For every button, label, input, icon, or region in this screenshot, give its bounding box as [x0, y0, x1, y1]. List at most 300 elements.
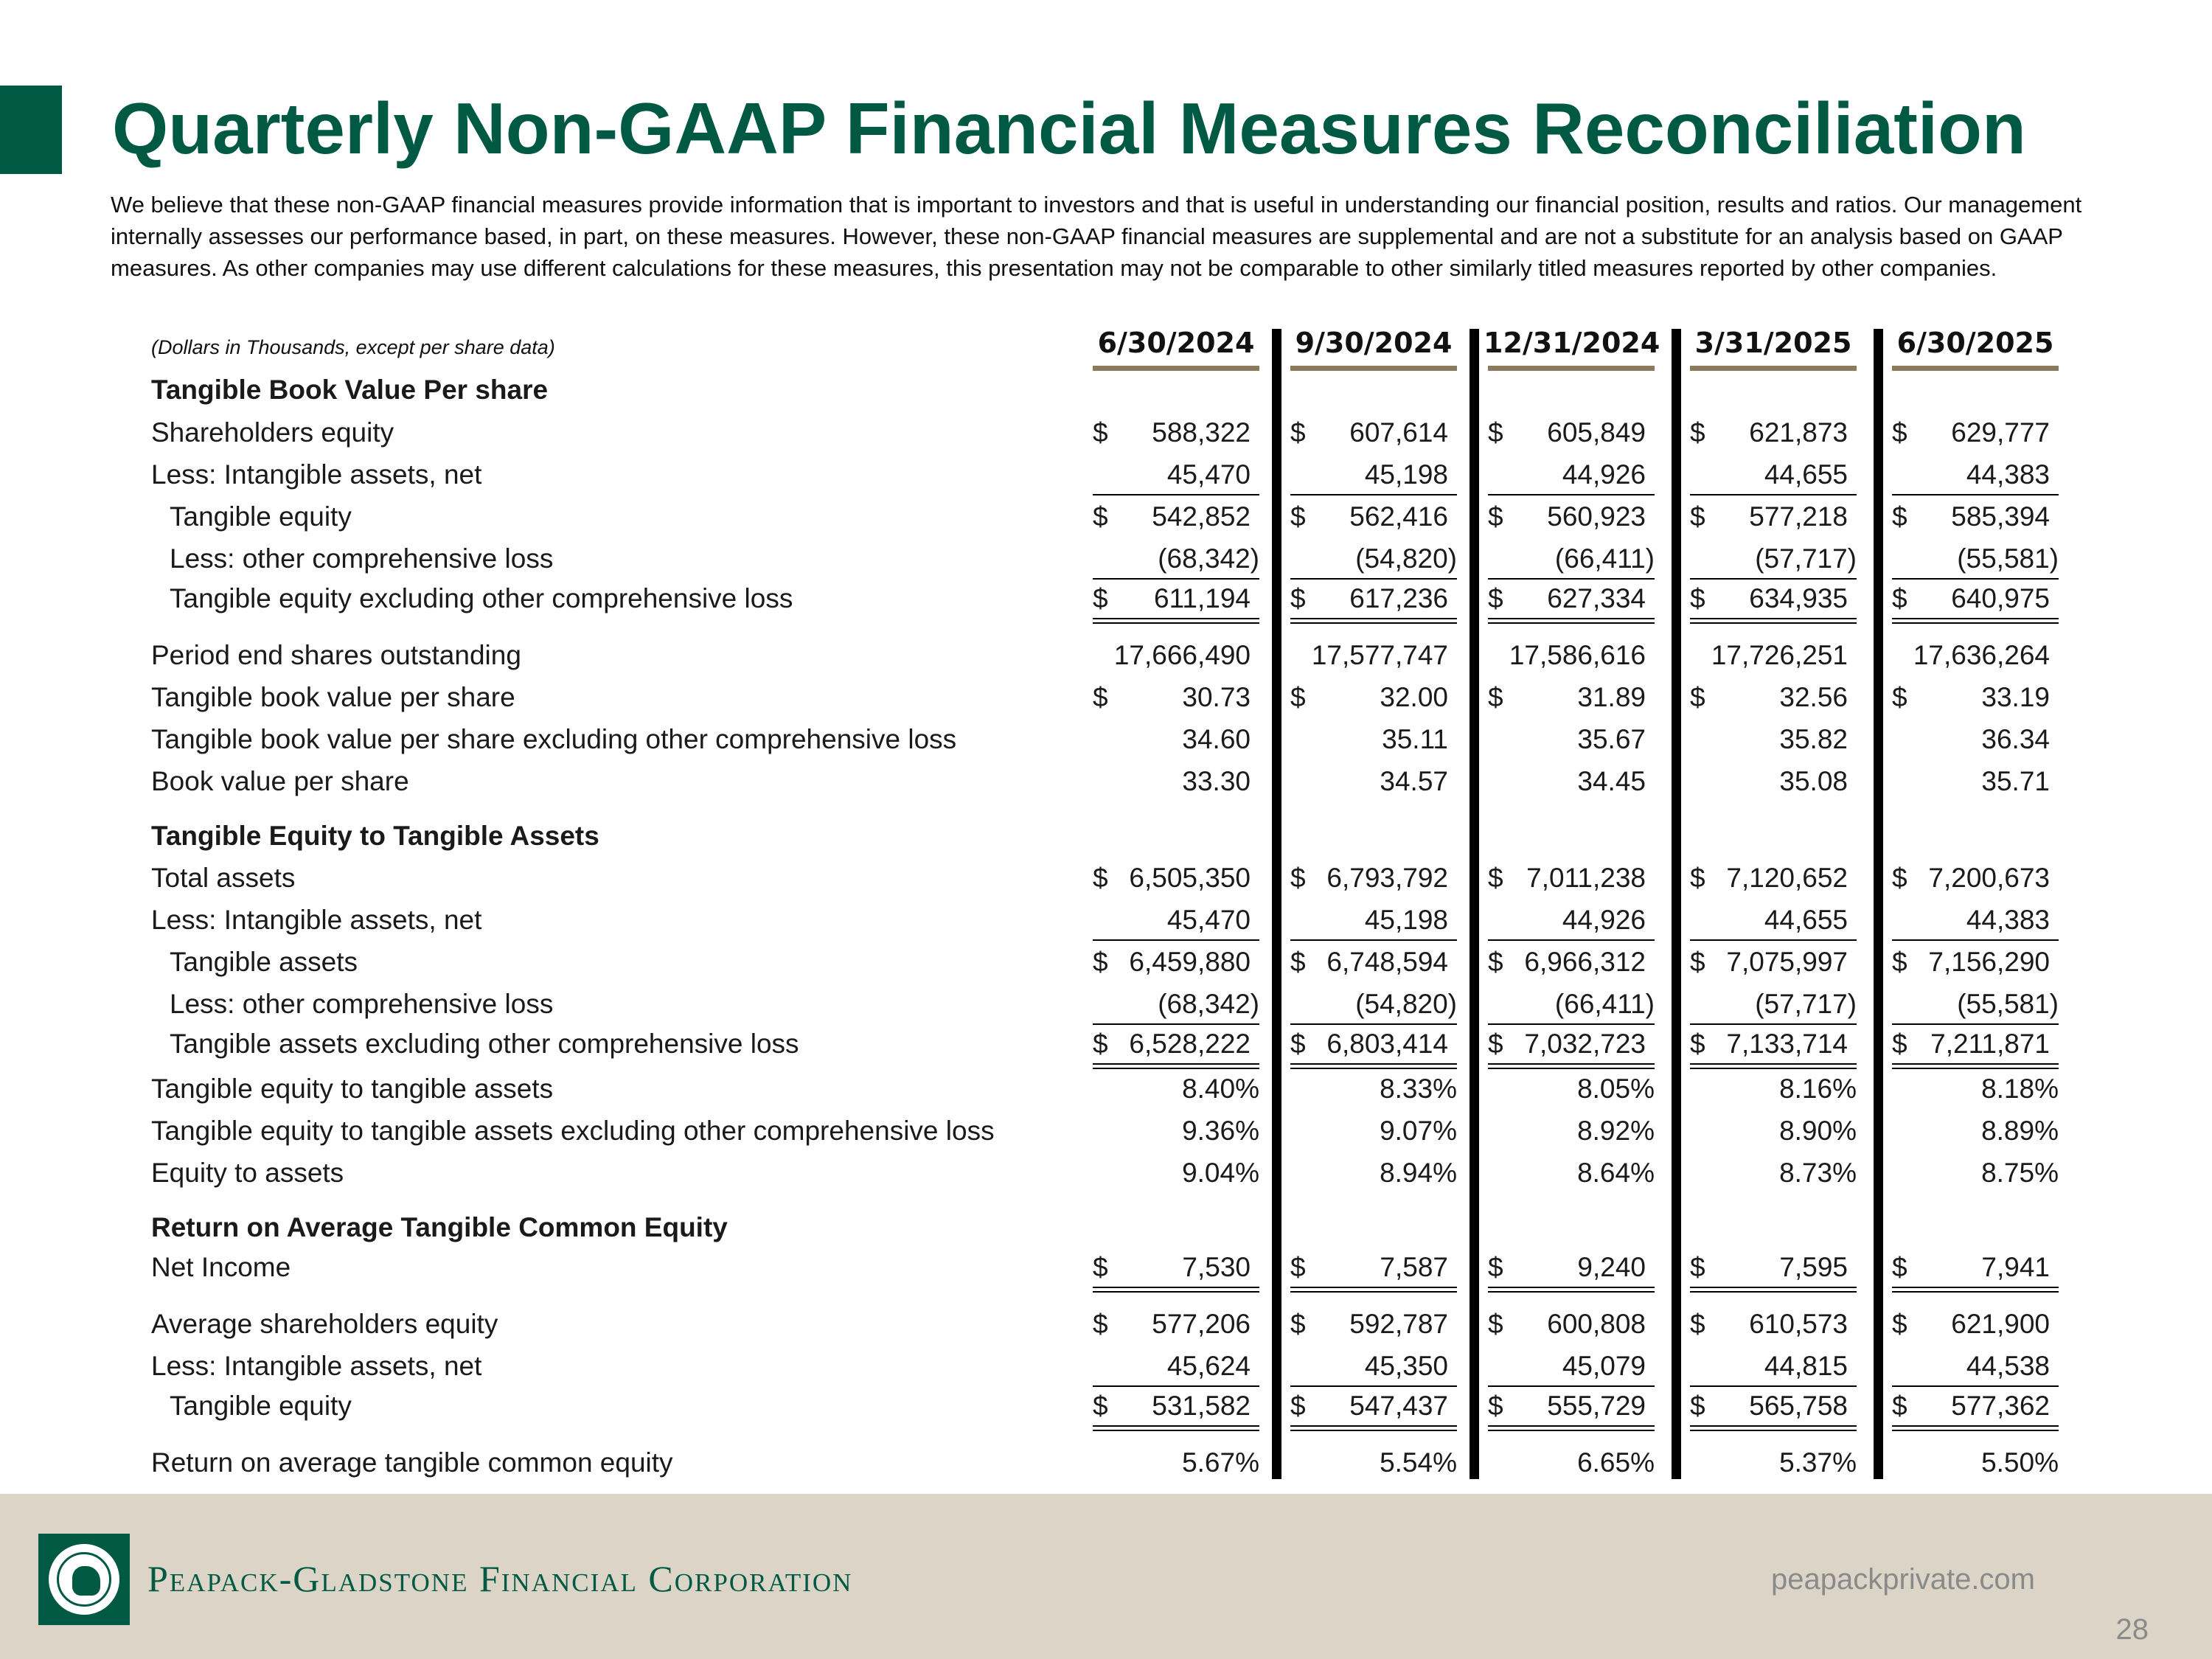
- underline-rule: [1892, 578, 2059, 580]
- underline-rule: [1690, 1023, 1857, 1025]
- cell-value: 44,655: [1764, 905, 1848, 935]
- cell-value: 45,624: [1166, 1351, 1251, 1381]
- table-cell: [1290, 989, 1457, 1021]
- underline-rule: [1690, 1068, 1857, 1069]
- table-cell: [1892, 583, 2059, 616]
- table-cell: [1488, 501, 1655, 534]
- underline-rule: [1093, 1425, 1259, 1427]
- dollar-sign: $: [1093, 1252, 1108, 1282]
- cell-value: 8.40%: [1182, 1074, 1259, 1104]
- table-cell: [1093, 1158, 1259, 1190]
- cell-value: 607,614: [1349, 417, 1448, 448]
- cell-value: 44,815: [1764, 1351, 1848, 1381]
- table-cell: [1290, 459, 1457, 492]
- cell-value: 6.65%: [1577, 1447, 1655, 1478]
- intro-paragraph: We believe that these non-GAAP financial measures provide information that is important to investors and that is useful in understanding our financial position, results and ratios. Our management internally assesses our performance based, in part, on these measures. However, these non-GAAP financial measures are supplemental and are not a substitute for an analysis based on GAAP measures. As other companies may use different calculations for these measures, this presentation may not be comparable to other similarly titled measures reported by other companies.: [111, 192, 2082, 281]
- underline-rule: [1892, 1063, 2059, 1065]
- table-cell: [1488, 1447, 1655, 1480]
- table-cell: [1093, 1116, 1259, 1148]
- table-cell: [1892, 459, 2059, 492]
- underline-rule: [1290, 494, 1457, 495]
- dollar-sign: $: [1892, 1029, 1907, 1059]
- dollar-sign: $: [1290, 863, 1306, 893]
- dollar-sign: $: [1488, 682, 1503, 712]
- column-header: 9/30/2024: [1295, 327, 1453, 359]
- table-cell: [1488, 766, 1655, 799]
- table-cell: [1892, 724, 2059, 757]
- table-cell: [1290, 1029, 1457, 1061]
- column-header-rule: [1892, 366, 2059, 371]
- cell-value: 34.57: [1380, 766, 1448, 796]
- cell-value: 44,926: [1562, 459, 1646, 490]
- cell-value: 8.64%: [1577, 1158, 1655, 1188]
- cell-value: 531,582: [1152, 1391, 1251, 1421]
- cell-value: 44,926: [1562, 905, 1646, 935]
- row-label: Less: Intangible assets, net: [151, 459, 482, 490]
- table-cell: [1290, 947, 1457, 979]
- table-cell: [1892, 682, 2059, 714]
- cell-value: (68,342): [1158, 543, 1259, 574]
- table-cell: [1488, 1158, 1655, 1190]
- table-cell: [1892, 1074, 2059, 1106]
- table-cell: [1690, 1447, 1857, 1480]
- table-cell: [1093, 1252, 1259, 1284]
- underline-rule: [1290, 1291, 1457, 1293]
- section-heading: Tangible Equity to Tangible Assets: [151, 821, 599, 851]
- dollar-sign: $: [1488, 583, 1503, 613]
- cell-value: 9,240: [1577, 1252, 1646, 1282]
- table-cell: [1690, 1029, 1857, 1061]
- cell-value: 6,966,312: [1524, 947, 1646, 977]
- underline-rule: [1892, 939, 2059, 941]
- table-cell: [1290, 1309, 1457, 1341]
- underline-rule: [1892, 1068, 2059, 1069]
- table-cell: [1690, 724, 1857, 757]
- cell-value: 44,383: [1966, 459, 2050, 490]
- cell-value: 5.67%: [1182, 1447, 1259, 1478]
- cell-value: 36.34: [1981, 724, 2050, 754]
- cell-value: 605,849: [1547, 417, 1646, 448]
- section-heading: Return on Average Tangible Common Equity: [151, 1212, 728, 1242]
- dollar-sign: $: [1488, 1029, 1503, 1059]
- cell-value: (66,411): [1554, 989, 1655, 1019]
- table-cell: [1690, 640, 1857, 672]
- cell-value: 8.33%: [1380, 1074, 1457, 1104]
- cell-value: 5.50%: [1981, 1447, 2059, 1478]
- row-label: Tangible assets excluding other comprehensive loss: [170, 1029, 799, 1059]
- cell-value: 31.89: [1577, 682, 1646, 712]
- dollar-sign: $: [1290, 947, 1306, 977]
- underline-rule: [1892, 1425, 2059, 1427]
- table-cell: [1892, 417, 2059, 450]
- table-cell: [1892, 1029, 2059, 1061]
- dollar-sign: $: [1690, 947, 1705, 977]
- table-cell: [1690, 1158, 1857, 1190]
- table-cell: [1488, 1309, 1655, 1341]
- table-cell: [1892, 1447, 2059, 1480]
- dollar-sign: $: [1290, 501, 1306, 532]
- dollar-sign: $: [1892, 583, 1907, 613]
- underline-rule: [1093, 1063, 1259, 1065]
- cell-value: 17,586,616: [1509, 640, 1646, 670]
- cell-value: 610,573: [1749, 1309, 1848, 1339]
- table-cell: [1488, 863, 1655, 895]
- table-cell: [1690, 501, 1857, 534]
- table-cell: [1093, 1447, 1259, 1480]
- cell-value: (54,820): [1355, 543, 1457, 574]
- cell-value: 9.36%: [1182, 1116, 1259, 1146]
- dollar-sign: $: [1093, 1309, 1108, 1339]
- underline-rule: [1093, 1023, 1259, 1025]
- underline-rule: [1290, 1063, 1457, 1065]
- table-cell: [1488, 459, 1655, 492]
- cell-value: 30.73: [1182, 682, 1251, 712]
- underline-rule: [1892, 1385, 2059, 1387]
- table-cell: [1093, 543, 1259, 576]
- dollar-sign: $: [1892, 863, 1907, 893]
- dollar-sign: $: [1690, 417, 1705, 448]
- row-label: Less: other comprehensive loss: [170, 543, 554, 574]
- cell-value: (57,717): [1755, 989, 1857, 1019]
- underline-rule: [1488, 1023, 1655, 1025]
- table-cell: [1488, 1391, 1655, 1423]
- cell-value: 8.05%: [1577, 1074, 1655, 1104]
- row-label: Less: Intangible assets, net: [151, 1351, 482, 1381]
- cell-value: 9.04%: [1182, 1158, 1259, 1188]
- underline-rule: [1690, 1385, 1857, 1387]
- table-cell: [1690, 682, 1857, 714]
- table-cell: [1093, 1309, 1259, 1341]
- table-cell: [1892, 905, 2059, 937]
- cell-value: 6,748,594: [1326, 947, 1448, 977]
- cell-value: 45,079: [1562, 1351, 1646, 1381]
- cell-value: (54,820): [1355, 989, 1457, 1019]
- column-header: 3/31/2025: [1694, 327, 1852, 359]
- table-cell: [1093, 724, 1259, 757]
- cell-value: 600,808: [1547, 1309, 1646, 1339]
- table-cell: [1892, 640, 2059, 672]
- table-cell: [1290, 905, 1457, 937]
- dollar-sign: $: [1690, 1029, 1705, 1059]
- table-cell: [1093, 1391, 1259, 1423]
- cell-value: 611,194: [1154, 583, 1251, 613]
- row-label: Less: other comprehensive loss: [170, 989, 554, 1019]
- cell-value: 9.07%: [1380, 1116, 1457, 1146]
- table-cell: [1690, 543, 1857, 576]
- underline-rule: [1488, 1287, 1655, 1288]
- underline-rule: [1892, 622, 2059, 624]
- cell-value: 585,394: [1951, 501, 2050, 532]
- row-label: Total assets: [151, 863, 296, 893]
- table-cell: [1892, 1391, 2059, 1423]
- table-cell: [1093, 501, 1259, 534]
- table-cell: [1690, 1116, 1857, 1148]
- row-label: Average shareholders equity: [151, 1309, 498, 1339]
- table-cell: [1892, 947, 2059, 979]
- cell-value: 562,416: [1349, 501, 1448, 532]
- table-cell: [1290, 1158, 1457, 1190]
- website-link[interactable]: peapackprivate.com: [1771, 1563, 2035, 1596]
- dollar-sign: $: [1488, 947, 1503, 977]
- cell-value: 7,200,673: [1928, 863, 2050, 893]
- section-heading: Tangible Book Value Per share: [151, 375, 549, 405]
- cell-value: 8.75%: [1981, 1158, 2059, 1188]
- underline-rule: [1892, 494, 2059, 495]
- page-number: 28: [2115, 1613, 2149, 1646]
- row-label: Tangible assets: [170, 947, 358, 977]
- underline-rule: [1290, 1385, 1457, 1387]
- table-cell: [1488, 905, 1655, 937]
- cell-value: 34.60: [1182, 724, 1251, 754]
- underline-rule: [1093, 578, 1259, 580]
- underline-rule: [1488, 1291, 1655, 1293]
- cell-value: 6,528,222: [1129, 1029, 1251, 1059]
- underline-rule: [1290, 939, 1457, 941]
- column-divider: [1470, 329, 1479, 1479]
- table-cell: [1690, 766, 1857, 799]
- cell-value: 7,156,290: [1928, 947, 2050, 977]
- dollar-sign: $: [1290, 1252, 1306, 1282]
- row-label: Tangible book value per share: [151, 682, 515, 712]
- dollar-sign: $: [1488, 501, 1503, 532]
- row-label: Tangible equity: [170, 501, 352, 532]
- dollar-sign: $: [1690, 682, 1705, 712]
- table-cell: [1690, 583, 1857, 616]
- cell-value: 33.30: [1182, 766, 1251, 796]
- table-cell: [1488, 417, 1655, 450]
- cell-value: 621,873: [1749, 417, 1848, 448]
- table-cell: [1290, 682, 1457, 714]
- company-name: Peapack-Gladstone Financial Corporation: [147, 1558, 853, 1599]
- underline-rule: [1290, 1068, 1457, 1069]
- table-cell: [1488, 947, 1655, 979]
- underline-rule: [1690, 1291, 1857, 1293]
- dollar-sign: $: [1093, 947, 1108, 977]
- cell-value: 45,350: [1364, 1351, 1448, 1381]
- cell-value: 629,777: [1951, 417, 2050, 448]
- underline-rule: [1093, 494, 1259, 495]
- cell-value: 592,787: [1349, 1309, 1448, 1339]
- dollar-sign: $: [1690, 501, 1705, 532]
- dollar-sign: $: [1290, 583, 1306, 613]
- cell-value: 542,852: [1152, 501, 1251, 532]
- cell-value: 577,362: [1951, 1391, 2050, 1421]
- underline-rule: [1093, 1068, 1259, 1069]
- underline-rule: [1892, 618, 2059, 619]
- table-cell: [1093, 947, 1259, 979]
- table-cell: [1488, 1029, 1655, 1061]
- table-cell: [1093, 682, 1259, 714]
- underline-rule: [1488, 1063, 1655, 1065]
- column-header-rule: [1488, 366, 1655, 371]
- underline-rule: [1093, 1287, 1259, 1288]
- dollar-sign: $: [1892, 501, 1907, 532]
- cell-value: (57,717): [1755, 543, 1857, 574]
- dollar-sign: $: [1290, 1391, 1306, 1421]
- underline-rule: [1892, 1023, 2059, 1025]
- cell-value: 8.18%: [1981, 1074, 2059, 1104]
- underline-rule: [1290, 578, 1457, 580]
- underline-rule: [1488, 1425, 1655, 1427]
- underline-rule: [1093, 1430, 1259, 1431]
- table-cell: [1690, 1391, 1857, 1423]
- table-cell: [1093, 1074, 1259, 1106]
- table-cell: [1892, 543, 2059, 576]
- cell-value: 44,383: [1966, 905, 2050, 935]
- dollar-sign: $: [1093, 583, 1108, 613]
- title-accent-bar: [0, 86, 62, 174]
- underline-rule: [1690, 1063, 1857, 1065]
- cell-value: 45,198: [1364, 459, 1448, 490]
- row-label: Tangible book value per share excluding other comprehensive loss: [151, 724, 957, 754]
- cell-value: 6,803,414: [1326, 1029, 1448, 1059]
- cell-value: 45,470: [1166, 459, 1251, 490]
- underline-rule: [1488, 622, 1655, 624]
- cell-value: (68,342): [1158, 989, 1259, 1019]
- table-cell: [1488, 543, 1655, 576]
- table-cell: [1290, 1074, 1457, 1106]
- dollar-sign: $: [1892, 1391, 1907, 1421]
- table-cell: [1892, 863, 2059, 895]
- dollar-sign: $: [1488, 863, 1503, 893]
- underline-rule: [1690, 1425, 1857, 1427]
- cell-value: 17,577,747: [1311, 640, 1448, 670]
- underline-rule: [1488, 618, 1655, 619]
- table-cell: [1093, 459, 1259, 492]
- underline-rule: [1488, 1068, 1655, 1069]
- cell-value: 32.00: [1380, 682, 1448, 712]
- cell-value: 634,935: [1749, 583, 1848, 613]
- underline-rule: [1488, 1430, 1655, 1431]
- cell-value: (55,581): [1957, 989, 2059, 1019]
- cell-value: 35.08: [1779, 766, 1848, 796]
- table-cell: [1290, 1391, 1457, 1423]
- underline-rule: [1488, 494, 1655, 495]
- cell-value: 8.92%: [1577, 1116, 1655, 1146]
- dollar-sign: $: [1892, 947, 1907, 977]
- row-label: Tangible equity excluding other comprehensive loss: [170, 583, 793, 613]
- underline-rule: [1690, 939, 1857, 941]
- cell-value: 7,211,871: [1930, 1029, 2050, 1059]
- cell-value: 17,726,251: [1711, 640, 1848, 670]
- footer-bar: [0, 1494, 2212, 1659]
- underline-rule: [1690, 1287, 1857, 1288]
- cell-value: 45,198: [1364, 905, 1448, 935]
- underline-rule: [1290, 1287, 1457, 1288]
- cell-value: 555,729: [1547, 1391, 1646, 1421]
- table-cell: [1690, 1309, 1857, 1341]
- cell-value: 627,334: [1547, 583, 1646, 613]
- dollar-sign: $: [1290, 1029, 1306, 1059]
- dollar-sign: $: [1892, 1309, 1907, 1339]
- table-cell: [1892, 1351, 2059, 1383]
- column-header-rule: [1690, 366, 1857, 371]
- table-cell: [1093, 640, 1259, 672]
- column-header: 12/31/2024: [1484, 327, 1660, 359]
- row-label: Shareholders equity: [151, 417, 394, 448]
- table-cell: [1690, 1351, 1857, 1383]
- underline-rule: [1488, 1385, 1655, 1387]
- cell-value: 577,206: [1152, 1309, 1251, 1339]
- underline-rule: [1290, 622, 1457, 624]
- table-cell: [1690, 905, 1857, 937]
- table-cell: [1290, 501, 1457, 534]
- dollar-sign: $: [1093, 682, 1108, 712]
- cell-value: 7,941: [1981, 1252, 2050, 1282]
- cell-value: (55,581): [1957, 543, 2059, 574]
- underline-rule: [1892, 1430, 2059, 1431]
- table-cell: [1290, 724, 1457, 757]
- column-header: 6/30/2025: [1896, 327, 2054, 359]
- cell-value: 7,530: [1182, 1252, 1251, 1282]
- cell-value: 44,538: [1966, 1351, 2050, 1381]
- column-header: 6/30/2024: [1097, 327, 1255, 359]
- table-cell: [1093, 1029, 1259, 1061]
- cell-value: 565,758: [1749, 1391, 1848, 1421]
- cell-value: 33.19: [1981, 682, 2050, 712]
- table-cell: [1488, 682, 1655, 714]
- cell-value: 577,218: [1749, 501, 1848, 532]
- table-cell: [1488, 583, 1655, 616]
- dollar-sign: $: [1690, 1252, 1705, 1282]
- table-cell: [1488, 724, 1655, 757]
- row-label: Period end shares outstanding: [151, 640, 521, 670]
- table-cell: [1892, 989, 2059, 1021]
- cell-value: 17,636,264: [1913, 640, 2050, 670]
- column-divider: [1272, 329, 1281, 1479]
- column-divider: [1672, 329, 1681, 1479]
- cell-value: 7,595: [1779, 1252, 1848, 1282]
- cell-value: 640,975: [1951, 583, 2050, 613]
- dollar-sign: $: [1892, 682, 1907, 712]
- row-label: Tangible equity to tangible assets excluding other comprehensive loss: [151, 1116, 995, 1146]
- dollar-sign: $: [1093, 417, 1108, 448]
- cell-value: 7,120,652: [1726, 863, 1848, 893]
- row-label: Net Income: [151, 1252, 291, 1282]
- cell-value: 560,923: [1547, 501, 1646, 532]
- dollar-sign: $: [1290, 682, 1306, 712]
- row-label: Less: Intangible assets, net: [151, 905, 482, 935]
- dollar-sign: $: [1093, 1029, 1108, 1059]
- underline-rule: [1290, 1023, 1457, 1025]
- underline-rule: [1892, 1291, 2059, 1293]
- row-label: Book value per share: [151, 766, 409, 796]
- cell-value: 35.67: [1577, 724, 1646, 754]
- cell-value: 621,900: [1951, 1309, 2050, 1339]
- underline-rule: [1690, 494, 1857, 495]
- dollar-sign: $: [1690, 583, 1705, 613]
- table-cell: [1290, 543, 1457, 576]
- cell-value: 5.54%: [1380, 1447, 1457, 1478]
- cell-value: 8.73%: [1779, 1158, 1857, 1188]
- column-header-rule: [1290, 366, 1457, 371]
- table-cell: [1690, 947, 1857, 979]
- cell-value: 8.94%: [1380, 1158, 1457, 1188]
- table-cell: [1290, 583, 1457, 616]
- column-header-rule: [1093, 366, 1259, 371]
- cell-value: 45,470: [1166, 905, 1251, 935]
- underline-rule: [1290, 1430, 1457, 1431]
- cell-value: 7,133,714: [1726, 1029, 1848, 1059]
- cell-value: 8.16%: [1779, 1074, 1857, 1104]
- underline-rule: [1488, 939, 1655, 941]
- table-cell: [1290, 1116, 1457, 1148]
- table-cell: [1488, 1252, 1655, 1284]
- underline-rule: [1093, 939, 1259, 941]
- dollar-sign: $: [1488, 1252, 1503, 1282]
- table-cell: [1093, 417, 1259, 450]
- table-cell: [1488, 989, 1655, 1021]
